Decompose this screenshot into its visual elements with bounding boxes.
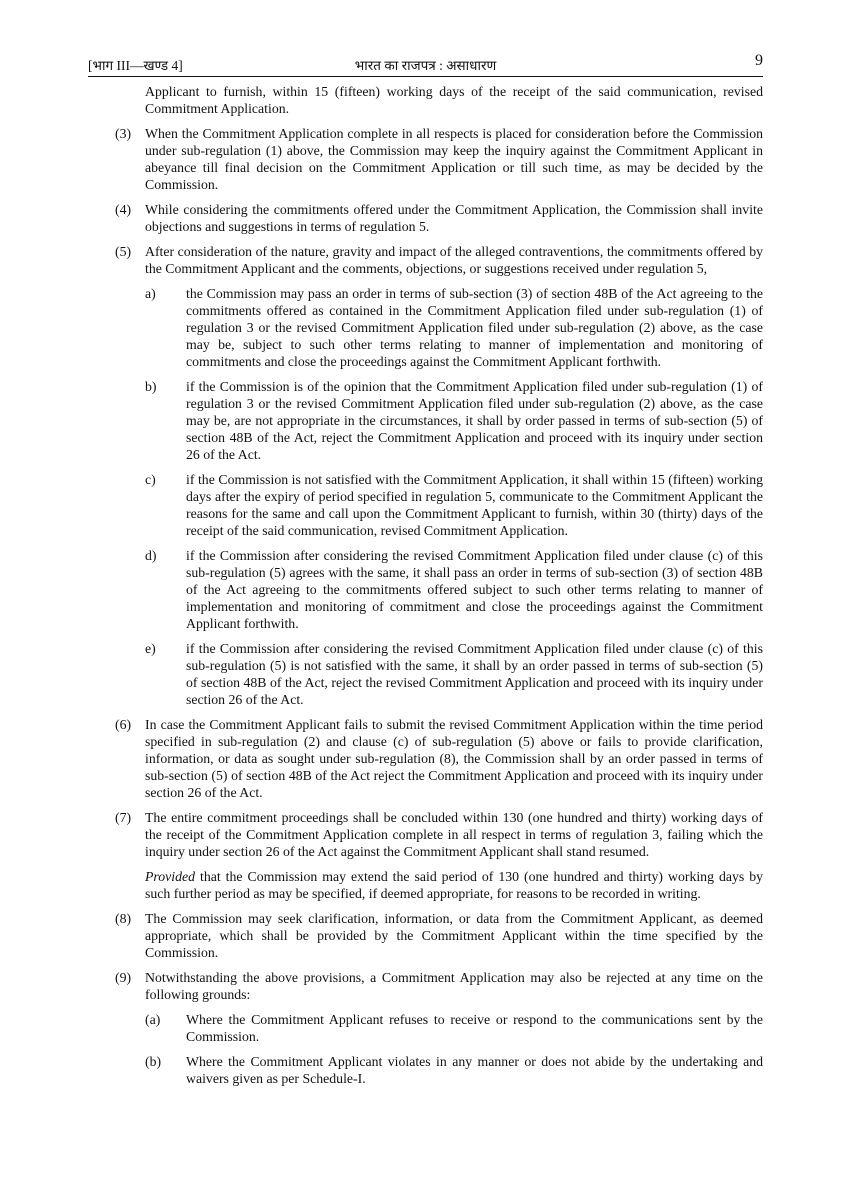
clause-label: (b) bbox=[145, 1054, 162, 1069]
item-text: After consideration of the nature, gravity and impact of the alleged contraventions, the commitments offered by the Commitment Applicant and the comments, objections, or suggestions received under regulation 5, bbox=[145, 244, 763, 276]
header-gazette-title: भारत का राजपत्र : असाधारण bbox=[354, 58, 497, 73]
regulation-item-7 bbox=[88, 809, 763, 860]
item-number: (7) bbox=[115, 810, 132, 825]
proviso-lead: Provided bbox=[145, 869, 196, 884]
proviso-text: that the Commission may extend the said period of 130 (one hundred and thirty) working days by such further period as may be specified, if deemed appropriate, for reasons to be recorded in writing. bbox=[145, 869, 763, 901]
item-number: (3) bbox=[115, 126, 132, 141]
clause-label: (a) bbox=[145, 1012, 161, 1027]
clause-text: Where the Commitment Applicant refuses to receive or respond to the communications sent by the Commission. bbox=[186, 1012, 763, 1044]
item-number: (8) bbox=[115, 911, 132, 926]
regulation-item-9 bbox=[88, 969, 763, 1003]
clause-text: the Commission may pass an order in terms of sub-section (3) of section 48B of the Act agreeing to the commitments offered as contained in the Commitment Application filed under sub-regulation (1) of regulation 3 or the revised Commitment Application filed under sub-regulation (2) above, as the case may be, subject to such other terms relating to manner of implementation and monitoring of commitments and close the proceedings against the Commitment Applicant forthwith. bbox=[186, 286, 763, 369]
clause-label: a) bbox=[145, 286, 156, 301]
header-part-label: [भाग III—खण्ड 4] bbox=[88, 58, 183, 73]
clause-b bbox=[88, 378, 763, 463]
item-number: (6) bbox=[115, 717, 132, 732]
clause-text: if the Commission is not satisfied with the Commitment Application, it shall within 15 (fifteen) working days after the expiry of period specified in regulation 5, communicate to the Commitment Applicant the reasons for the same and call upon the Commitment Applicant to furnish, within 30 (thirty) days of the receipt of the said communication, revised Commitment Application. bbox=[186, 472, 763, 538]
clause-d bbox=[88, 547, 763, 632]
clause-text: if the Commission after considering the revised Commitment Application filed under clause (c) of this sub-regulation (5) agrees with the same, it shall pass an order in terms of sub-section (3) of section 48B of the Act agreeing to the commitments offered subject to such other terms relating to manner of implementation and monitoring of commitment and close the proceedings against the Commitment Applicant forthwith. bbox=[186, 548, 763, 631]
ground-a bbox=[88, 1011, 763, 1045]
regulation-item-8 bbox=[88, 910, 763, 961]
item-text: The Commission may seek clarification, information, or data from the Commitment Applicant, as deemed appropriate, which shall be provided by the Commitment Applicant within the time specified by the Commission. bbox=[145, 911, 763, 960]
header-divider bbox=[88, 76, 763, 77]
clause-label: e) bbox=[145, 641, 156, 656]
clause-text: if the Commission is of the opinion that the Commitment Application filed under sub-regulation (1) of regulation 3 or the revised Commitment Application filed under sub-regulation (2) above, as the case may be, are not appropriate in the circumstances, it shall by order passed in terms of sub-section (5) of section 48B of the Act, reject the Commitment Application and proceed with its inquiry under section 26 of the Act. bbox=[186, 379, 763, 462]
clause-label: d) bbox=[145, 548, 157, 563]
regulation-item-3 bbox=[88, 125, 763, 193]
item-text: When the Commitment Application complete in all respects is placed for consideration before the Commission under sub-regulation (1) above, the Commission may keep the inquiry against the Commitment Applicant in abeyance till final decision on the Commitment Application or till such time, as may be decided by the Commission. bbox=[145, 126, 763, 192]
item-number: (5) bbox=[115, 244, 132, 259]
item-number: (4) bbox=[115, 202, 132, 217]
clause-text: Where the Commitment Applicant violates in any manner or does not abide by the undertaking and waivers given as per Schedule-I. bbox=[186, 1054, 763, 1086]
clause-label: b) bbox=[145, 379, 157, 394]
item-number: (9) bbox=[115, 970, 132, 985]
ground-b bbox=[88, 1053, 763, 1087]
continuation-text: Applicant to furnish, within 15 (fifteen) working days of the receipt of the said communication, revised Commitment Application. bbox=[145, 84, 763, 116]
item-text: In case the Commitment Applicant fails to submit the revised Commitment Application within the time period specified in sub-regulation (2) and clause (c) of sub-regulation (5) above or fails to provide clarification, information, or data as sought under sub-regulation (8), the Commission shall by an order passed in terms of sub-section (5) of section 48B of the Act reject the Commitment Application and proceed with its inquiry under section 26 of the Act. bbox=[145, 717, 763, 800]
document-body bbox=[88, 83, 763, 1095]
item-text: Notwithstanding the above provisions, a Commitment Application may also be rejected at any time on the following grounds: bbox=[145, 970, 763, 1002]
regulation-item-5 bbox=[88, 243, 763, 277]
clause-e bbox=[88, 640, 763, 708]
item-text: The entire commitment proceedings shall be concluded within 130 (one hundred and thirty) working days of the receipt of the Commitment Application complete in all respect in terms of regulation 3, failing which the inquiry under section 26 of the Act against the Commitment Applicant shall stand resumed. bbox=[145, 810, 763, 859]
clause-c bbox=[88, 471, 763, 539]
item-text: While considering the commitments offered under the Commitment Application, the Commission shall invite objections and suggestions in terms of regulation 5. bbox=[145, 202, 763, 234]
clause-a bbox=[88, 285, 763, 370]
regulation-item-4 bbox=[88, 201, 763, 235]
regulation-item-6 bbox=[88, 716, 763, 801]
clause-label: c) bbox=[145, 472, 156, 487]
page-header bbox=[88, 52, 763, 76]
page-number: 9 bbox=[755, 52, 763, 69]
clause-text: if the Commission after considering the revised Commitment Application filed under clause (c) of this sub-regulation (5) is not satisfied with the same, it shall by an order passed in terms of sub-section (5) of section 48B of the Act, reject the revised Commitment Application and proceed with its inquiry under section 26 of the Act. bbox=[186, 641, 763, 707]
proviso-paragraph bbox=[88, 868, 763, 902]
